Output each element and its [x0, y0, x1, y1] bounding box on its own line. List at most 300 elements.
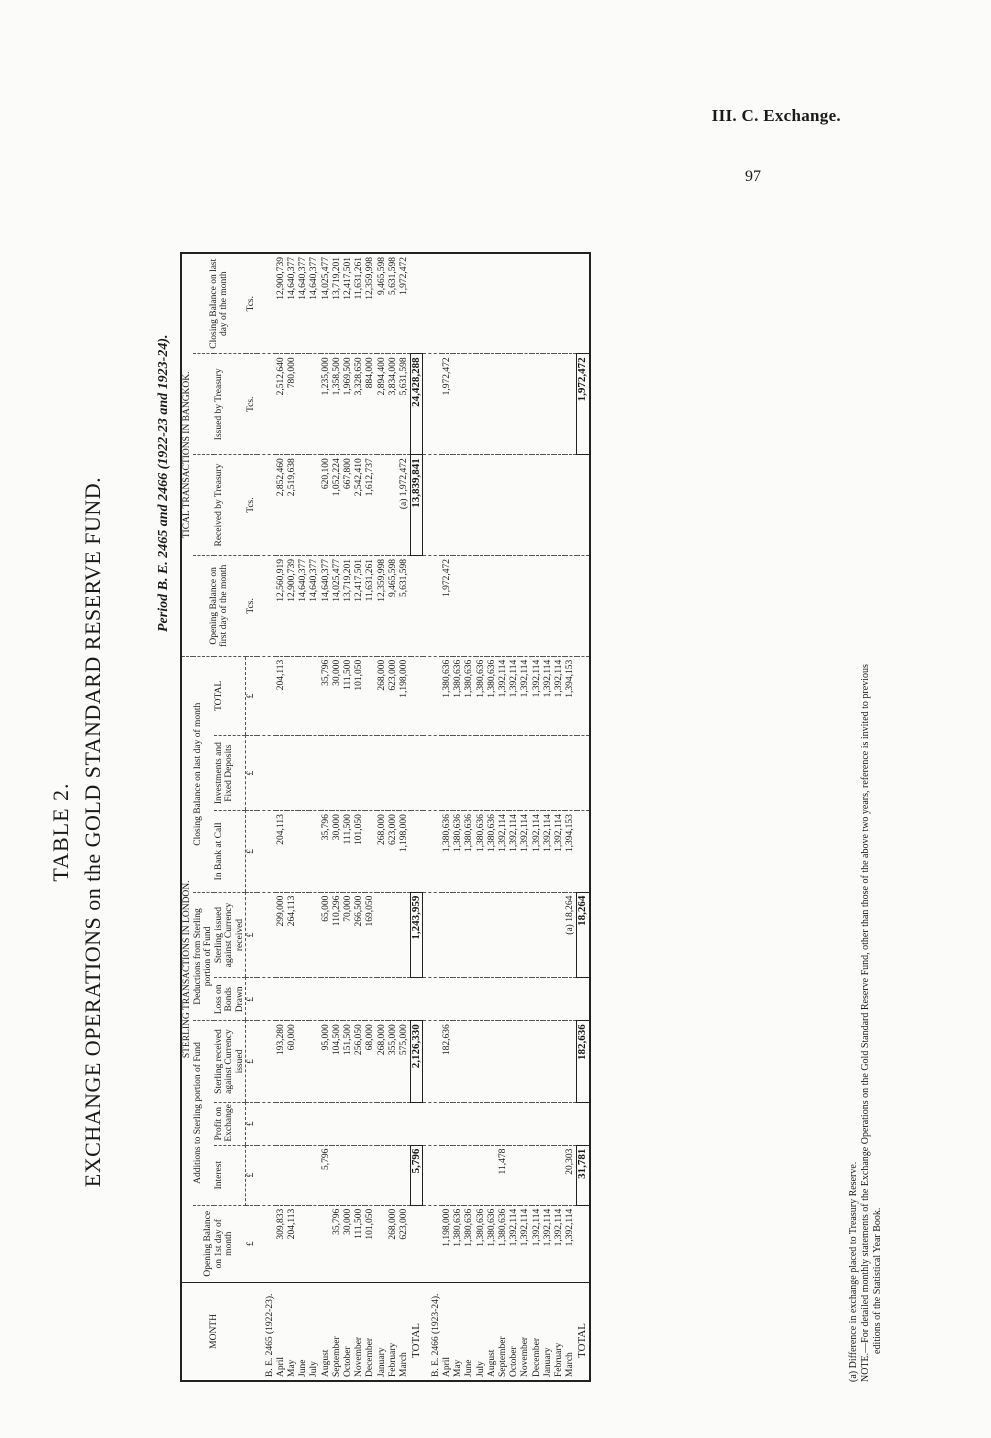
- value-cell: 623,000: [398, 1208, 409, 1240]
- value-cell: [343, 1102, 354, 1145]
- value-cell: 667,800: [343, 455, 354, 556]
- empty-cell: [257, 811, 276, 892]
- value-cell: 1,380,636: [476, 811, 487, 892]
- value-cell: 11,631,261: [365, 555, 376, 656]
- month-cell: February: [554, 1282, 565, 1381]
- value-cell: [520, 253, 531, 354]
- value-cell: [321, 978, 332, 1021]
- table-subtitle: EXCHANGE OPERATIONS on the GOLD STANDARD RESERVE FUND.: [80, 476, 105, 1188]
- value-cell: [509, 555, 520, 656]
- footnote-note-cont: editions of the Statistical Year Book.: [872, 1207, 883, 1354]
- value-cell: [520, 1102, 531, 1145]
- value-cell: 1,380,636: [476, 656, 487, 735]
- value-cell: 14,025,477: [321, 253, 332, 354]
- value-cell: 1,392,114: [520, 811, 531, 892]
- value-cell: [365, 1102, 376, 1145]
- value-cell: 1,392,114: [520, 656, 531, 735]
- value-cell: [509, 892, 520, 978]
- value-cell: [554, 736, 565, 811]
- value-cell: 268,000: [377, 1021, 388, 1102]
- value-cell: [543, 354, 554, 455]
- value-cell: [464, 1102, 475, 1145]
- value-cell: [487, 736, 498, 811]
- value-cell: 30,000: [332, 811, 343, 892]
- value-cell: 5,631,598: [399, 354, 411, 455]
- col-profit: Profit on Exchange: [214, 1102, 246, 1145]
- value-cell: [464, 892, 475, 978]
- period-label: Period B. E. 2465 and 2466 (1922-23 and 1923-24).: [156, 334, 171, 632]
- value-cell: 1,392,114: [542, 1208, 553, 1247]
- rotated-table-sheet: [48, 252, 948, 1412]
- value-cell: 1,380,636: [464, 656, 475, 735]
- section-header: III. C. Exchange.: [711, 106, 841, 125]
- empty-cell: [411, 978, 423, 1021]
- empty-cell: [257, 978, 276, 1021]
- empty-cell: [257, 1145, 276, 1205]
- value-cell: [332, 978, 343, 1021]
- value-cell: [298, 1205, 309, 1282]
- value-cell: [442, 1102, 453, 1145]
- value-cell: 2,542,410: [354, 455, 365, 556]
- value-cell: (a) 1,972,472: [399, 455, 411, 556]
- value-cell: 14,640,377: [298, 555, 309, 656]
- value-cell: [298, 736, 309, 811]
- table-row: [399, 253, 411, 1381]
- value-cell: [554, 354, 565, 455]
- value-cell: [554, 455, 565, 556]
- value-cell: [498, 555, 509, 656]
- value-cell: [287, 736, 298, 811]
- value-cell: [565, 555, 577, 656]
- value-cell: [476, 455, 487, 556]
- value-cell: 1,392,114: [509, 656, 520, 735]
- total-sterling-issued: 18,264: [577, 892, 590, 978]
- value-cell: [388, 978, 399, 1021]
- empty-cell: [411, 736, 423, 811]
- value-cell: [464, 978, 475, 1021]
- table-row: [464, 253, 475, 1381]
- value-cell: [498, 736, 509, 811]
- empty-cell: [411, 811, 423, 892]
- value-cell: [399, 978, 411, 1021]
- value-cell: [532, 1021, 543, 1102]
- value-cell: [309, 736, 320, 811]
- table-row: [565, 253, 577, 1381]
- value-cell: [543, 1102, 554, 1145]
- value-cell: [509, 455, 520, 556]
- footnote-a: (a) Difference in exchange placed to Treasury Reserve.: [848, 1161, 859, 1382]
- empty-cell: [423, 892, 442, 978]
- month-cell: December: [532, 1282, 543, 1381]
- value-cell: [309, 978, 320, 1021]
- empty-cell: [257, 555, 276, 656]
- total-sterling-issued: 1,243,959: [411, 892, 423, 978]
- table-row: [354, 253, 365, 1381]
- value-cell: [509, 1021, 520, 1102]
- value-cell: [520, 978, 531, 1021]
- empty-cell: [423, 555, 442, 656]
- empty-cell: [411, 656, 423, 735]
- section-header-row: [423, 253, 442, 1381]
- col-opening: Opening Balance on 1st day of month: [203, 1210, 235, 1277]
- value-cell: 95,000: [321, 1021, 332, 1102]
- value-cell: 30,000: [342, 1208, 353, 1235]
- value-cell: [487, 354, 498, 455]
- value-cell: 12,900,739: [276, 253, 287, 354]
- value-cell: [276, 978, 287, 1021]
- value-cell: [453, 354, 464, 455]
- empty-cell: [423, 811, 442, 892]
- value-cell: [487, 555, 498, 656]
- value-cell: [399, 892, 411, 978]
- value-cell: 1,380,636: [475, 1208, 486, 1247]
- value-cell: [487, 1021, 498, 1102]
- value-cell: 1,392,114: [554, 1208, 565, 1247]
- value-cell: 101,050: [354, 656, 365, 735]
- value-cell: 264,113: [287, 892, 298, 978]
- value-cell: [298, 892, 309, 978]
- value-cell: [377, 736, 388, 811]
- value-cell: [287, 1102, 298, 1145]
- value-cell: [343, 1145, 354, 1205]
- month-cell: September: [332, 1282, 343, 1381]
- value-cell: 1,198,000: [399, 656, 411, 735]
- empty-cell: [257, 736, 276, 811]
- value-cell: 309,833: [275, 1208, 286, 1240]
- value-cell: [309, 455, 320, 556]
- table-row: [543, 253, 554, 1381]
- value-cell: 1,394,153: [565, 656, 577, 735]
- empty-cell: [423, 978, 442, 1021]
- value-cell: 1,380,636: [453, 1208, 464, 1247]
- value-cell: 1,392,114: [543, 811, 554, 892]
- value-cell: [276, 1102, 287, 1145]
- value-cell: 1,392,114: [498, 656, 509, 735]
- value-cell: 1,392,114: [520, 1208, 531, 1247]
- value-cell: 12,417,501: [354, 555, 365, 656]
- value-cell: 268,000: [377, 811, 388, 892]
- value-cell: [543, 892, 554, 978]
- value-cell: 268,000: [377, 656, 388, 735]
- table-row: [509, 253, 520, 1381]
- unit-label: Tcs.: [246, 455, 257, 556]
- total-sterling-received: 182,636: [577, 1021, 590, 1102]
- value-cell: 35,796: [321, 656, 332, 735]
- value-cell: [509, 736, 520, 811]
- value-cell: 1,612,737: [365, 455, 376, 556]
- value-cell: [377, 1145, 388, 1205]
- value-cell: [509, 253, 520, 354]
- value-cell: [520, 354, 531, 455]
- value-cell: 1,972,472: [399, 253, 411, 354]
- value-cell: 204,113: [276, 811, 287, 892]
- month-cell: May: [453, 1282, 464, 1381]
- value-cell: [543, 1021, 554, 1102]
- value-cell: 12,359,998: [365, 253, 376, 354]
- month-cell: January: [543, 1282, 554, 1381]
- value-cell: 12,900,739: [287, 555, 298, 656]
- value-cell: [332, 1145, 343, 1205]
- empty-cell: [577, 736, 590, 811]
- value-cell: [520, 892, 531, 978]
- value-cell: 1,380,636: [486, 1208, 497, 1247]
- empty-cell: [577, 811, 590, 892]
- value-cell: 12,417,501: [343, 253, 354, 354]
- value-cell: [464, 555, 475, 656]
- total-interest: 31,781: [577, 1145, 590, 1205]
- value-cell: 111,500: [343, 656, 354, 735]
- table-row: [498, 253, 509, 1381]
- value-cell: [565, 1102, 577, 1145]
- value-cell: [543, 1145, 554, 1205]
- value-cell: [442, 253, 453, 354]
- value-cell: 20,303: [565, 1145, 577, 1205]
- table-row: [287, 253, 298, 1381]
- value-cell: [520, 1021, 531, 1102]
- empty-cell: [423, 656, 442, 735]
- value-cell: 9,465,598: [377, 253, 388, 354]
- value-cell: 14,640,377: [309, 555, 320, 656]
- value-cell: 70,000: [343, 892, 354, 978]
- value-cell: [321, 1102, 332, 1145]
- value-cell: [343, 978, 354, 1021]
- empty-cell: [577, 253, 590, 354]
- empty-cell: [423, 1145, 442, 1205]
- empty-cell: [423, 455, 442, 556]
- col-interest: Interest: [214, 1145, 246, 1205]
- month-cell: October: [343, 1282, 354, 1381]
- empty-cell: [577, 1102, 590, 1145]
- table-row: [298, 253, 309, 1381]
- total-received: 13,839,841: [411, 455, 423, 556]
- value-cell: [377, 1102, 388, 1145]
- value-cell: 1,380,636: [453, 811, 464, 892]
- value-cell: 1,380,636: [487, 811, 498, 892]
- value-cell: 2,512,640: [276, 354, 287, 455]
- value-cell: 1,392,114: [532, 811, 543, 892]
- value-cell: [354, 736, 365, 811]
- section-label: B. E. 2465 (1922-23).: [257, 1282, 276, 1381]
- table-row: [309, 253, 320, 1381]
- value-cell: 780,000: [287, 354, 298, 455]
- value-cell: [498, 978, 509, 1021]
- value-cell: 3,834,000: [388, 354, 399, 455]
- empty-cell: [411, 555, 423, 656]
- value-cell: [464, 1021, 475, 1102]
- value-cell: [464, 1145, 475, 1205]
- value-cell: [287, 811, 298, 892]
- value-cell: [509, 978, 520, 1021]
- value-cell: [554, 253, 565, 354]
- table-row: [554, 253, 565, 1381]
- value-cell: 14,640,377: [287, 253, 298, 354]
- value-cell: 14,640,377: [309, 253, 320, 354]
- value-cell: [309, 354, 320, 455]
- footnotes: [848, 282, 884, 1382]
- value-cell: [365, 656, 376, 735]
- month-cell: January: [377, 1282, 388, 1381]
- total-issued: 24,428,288: [411, 354, 423, 455]
- value-cell: 1,198,000: [399, 811, 411, 892]
- value-cell: 65,000: [321, 892, 332, 978]
- unit-label: £: [246, 978, 257, 1021]
- empty-cell: [423, 736, 442, 811]
- unit-label: Tcs.: [246, 354, 257, 455]
- value-cell: [532, 1145, 543, 1205]
- value-cell: 9,465,598: [388, 555, 399, 656]
- table-row: [520, 253, 531, 1381]
- value-cell: 151,500: [343, 1021, 354, 1102]
- value-cell: [532, 1102, 543, 1145]
- value-cell: [532, 736, 543, 811]
- value-cell: [298, 811, 309, 892]
- value-cell: [298, 1145, 309, 1205]
- value-cell: 169,050: [365, 892, 376, 978]
- table-row: [321, 253, 332, 1381]
- unit-label: £: [246, 656, 257, 735]
- value-cell: [543, 555, 554, 656]
- unit-label: £: [246, 1145, 257, 1205]
- value-cell: [321, 1205, 332, 1282]
- value-cell: [298, 1102, 309, 1145]
- value-cell: 1,972,472: [442, 555, 453, 656]
- value-cell: 1,969,500: [343, 354, 354, 455]
- month-cell: April: [276, 1282, 287, 1381]
- table-body: [257, 253, 590, 1381]
- col-sterling-issued: Sterling issued against Currency received: [214, 892, 246, 978]
- value-cell: [276, 1145, 287, 1205]
- table-row: [332, 253, 343, 1381]
- value-cell: 204,113: [286, 1208, 297, 1240]
- value-cell: [442, 736, 453, 811]
- value-cell: [476, 978, 487, 1021]
- value-cell: [453, 1145, 464, 1205]
- unit-label: Tcs.: [246, 253, 257, 354]
- value-cell: 5,796: [321, 1145, 332, 1205]
- empty-cell: [257, 1021, 276, 1102]
- value-cell: [532, 354, 543, 455]
- value-cell: 182,636: [442, 1021, 453, 1102]
- value-cell: [554, 1102, 565, 1145]
- table-row: [365, 253, 376, 1381]
- value-cell: [399, 736, 411, 811]
- unit-label: £: [246, 892, 257, 978]
- value-cell: 11,478: [498, 1145, 509, 1205]
- empty-cell: [257, 354, 276, 455]
- col-investments: Investments and Fixed Deposits: [214, 736, 246, 811]
- total-label: TOTAL: [577, 1282, 590, 1381]
- value-cell: [476, 892, 487, 978]
- value-cell: [476, 1021, 487, 1102]
- value-cell: [532, 892, 543, 978]
- group-sterling: STERLING TRANSACTIONS IN LONDON.: [182, 880, 192, 1059]
- value-cell: [309, 1145, 320, 1205]
- value-cell: 1,052,224: [332, 455, 343, 556]
- value-cell: [332, 1102, 343, 1145]
- unit-label: Tcs.: [246, 555, 257, 656]
- group-deductions: Deductions from Sterling portion of Fund: [193, 892, 214, 1021]
- value-cell: [464, 736, 475, 811]
- value-cell: [554, 892, 565, 978]
- value-cell: [532, 253, 543, 354]
- value-cell: [388, 892, 399, 978]
- value-cell: 2,852,460: [276, 455, 287, 556]
- value-cell: [354, 1102, 365, 1145]
- value-cell: 1,380,636: [464, 1208, 475, 1247]
- value-cell: [464, 253, 475, 354]
- value-cell: [287, 978, 298, 1021]
- value-cell: [388, 1145, 399, 1205]
- value-cell: 35,796: [331, 1208, 342, 1235]
- value-cell: 101,050: [354, 811, 365, 892]
- value-cell: [520, 736, 531, 811]
- value-cell: 1,972,472: [442, 354, 453, 455]
- value-cell: [354, 978, 365, 1021]
- empty-cell: [257, 1102, 276, 1145]
- value-cell: [543, 736, 554, 811]
- value-cell: [543, 455, 554, 556]
- value-cell: [365, 736, 376, 811]
- table-row: [276, 253, 287, 1381]
- col-total: TOTAL: [214, 656, 246, 735]
- value-cell: 256,050: [354, 1021, 365, 1102]
- value-cell: [309, 656, 320, 735]
- unit-label: £: [246, 1021, 257, 1102]
- table-row: [442, 253, 453, 1381]
- value-cell: 1,392,114: [554, 811, 565, 892]
- unit-label: £: [246, 811, 257, 892]
- section-label: B. E. 2466 (1923-24).: [423, 1282, 442, 1381]
- value-cell: 3,328,650: [354, 354, 365, 455]
- month-cell: December: [365, 1282, 376, 1381]
- value-cell: 193,280: [276, 1021, 287, 1102]
- table-row: [453, 253, 464, 1381]
- value-cell: [298, 455, 309, 556]
- value-cell: [309, 1205, 320, 1282]
- value-cell: [453, 1021, 464, 1102]
- empty-cell: [577, 978, 590, 1021]
- month-cell: May: [287, 1282, 298, 1381]
- value-cell: [309, 1102, 320, 1145]
- value-cell: [532, 978, 543, 1021]
- month-cell: March: [565, 1282, 577, 1381]
- value-cell: [287, 1145, 298, 1205]
- value-cell: [565, 354, 577, 455]
- value-cell: 11,631,261: [354, 253, 365, 354]
- value-cell: 104,500: [332, 1021, 343, 1102]
- page-number: 97: [745, 168, 761, 185]
- value-cell: [498, 1102, 509, 1145]
- value-cell: [532, 555, 543, 656]
- total-sterling-received: 2,126,330: [411, 1021, 423, 1102]
- value-cell: [442, 892, 453, 978]
- empty-cell: [411, 1205, 423, 1282]
- value-cell: 1,392,114: [565, 1208, 576, 1247]
- footnote-note: NOTE.—For detailed monthly statements of the Exchange Operations on the Gold Standard Reserve Fund, other than those of the above two years, reference is invited to previous: [860, 664, 871, 1382]
- value-cell: 2,519,638: [287, 455, 298, 556]
- value-cell: [298, 354, 309, 455]
- value-cell: 1,392,114: [532, 656, 543, 735]
- value-cell: [498, 354, 509, 455]
- value-cell: 14,640,377: [298, 253, 309, 354]
- value-cell: 1,380,636: [498, 1208, 509, 1247]
- value-cell: 1,394,153: [565, 811, 577, 892]
- value-cell: 30,000: [332, 656, 343, 735]
- value-cell: [565, 978, 577, 1021]
- value-cell: [487, 978, 498, 1021]
- month-cell: November: [520, 1282, 531, 1381]
- month-cell: April: [442, 1282, 453, 1381]
